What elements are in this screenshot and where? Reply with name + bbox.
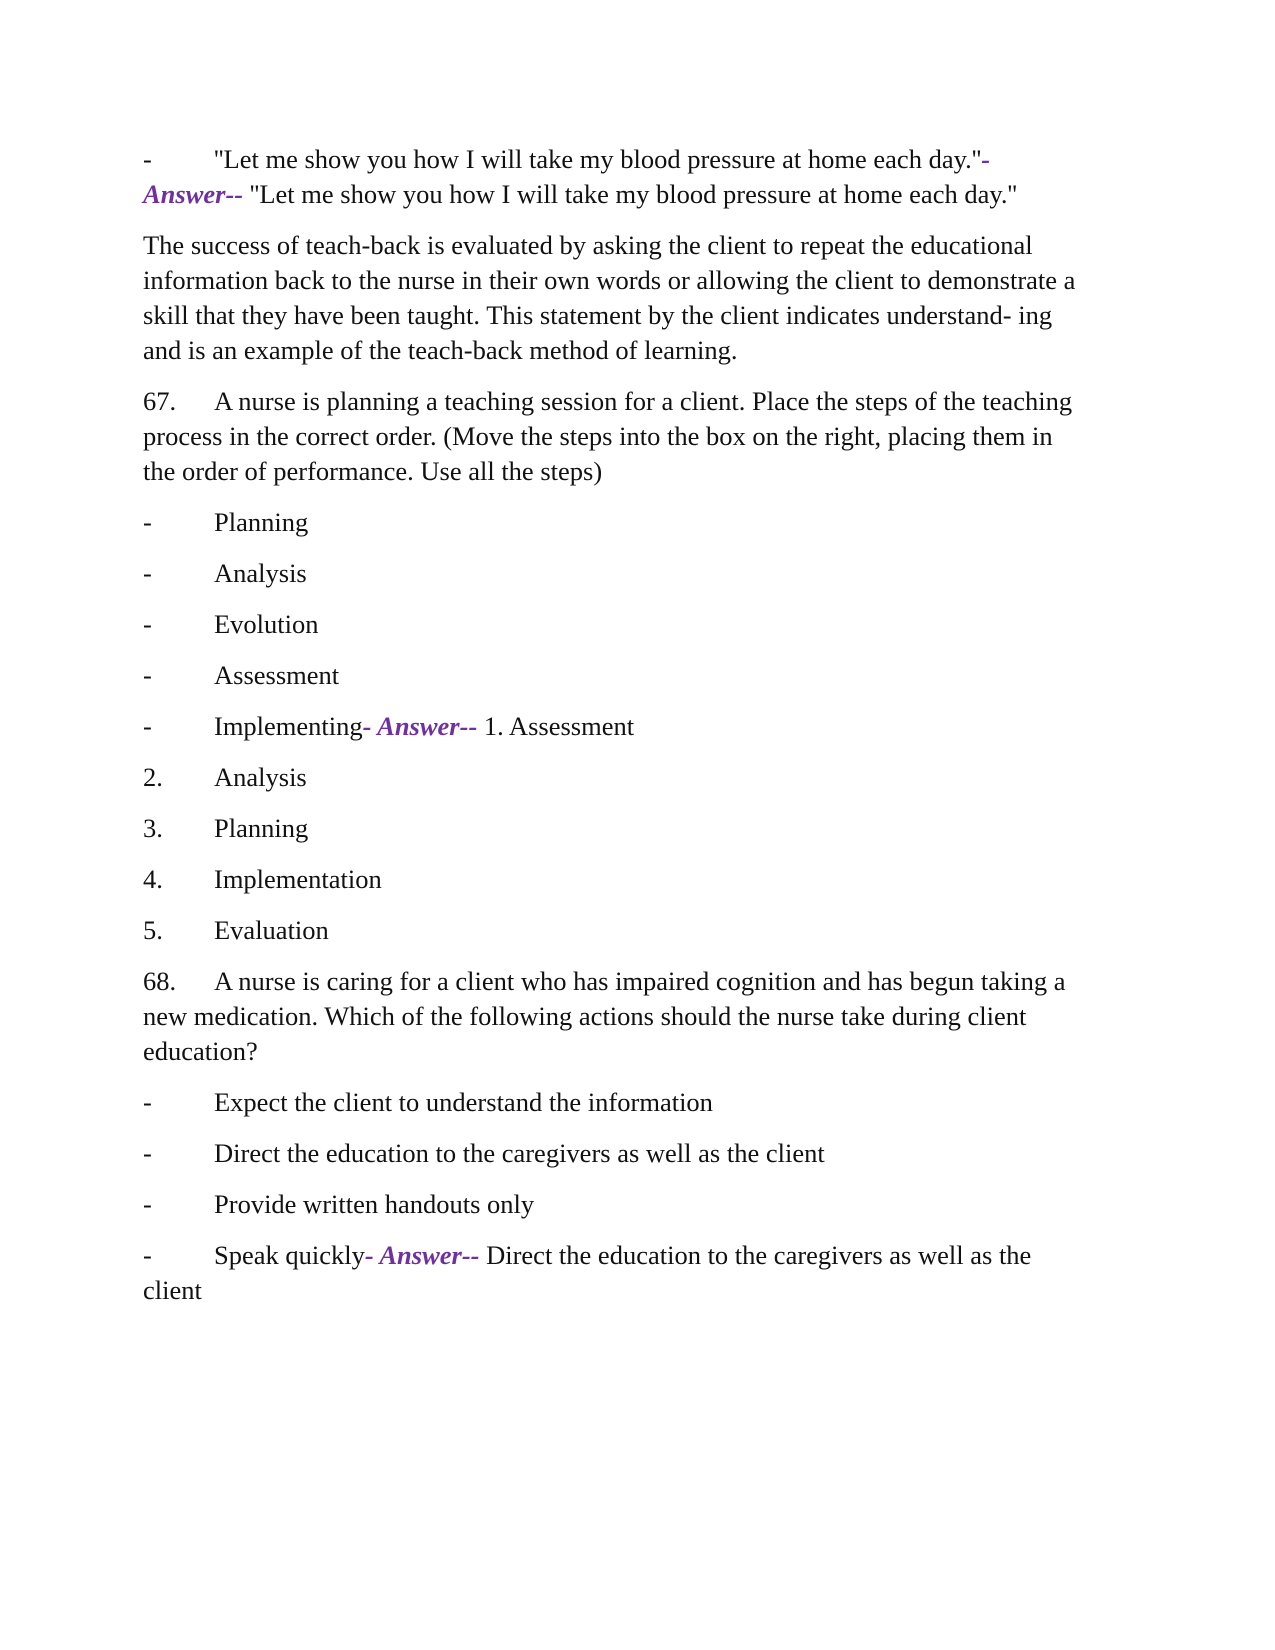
list-marker: - xyxy=(143,1189,152,1219)
item-text: Assessment xyxy=(214,660,340,690)
list-marker: 2. xyxy=(143,762,163,792)
list-marker: 4. xyxy=(143,864,163,894)
item-text: Implementing xyxy=(214,711,363,741)
list-item xyxy=(143,1238,1078,1308)
paragraph xyxy=(143,228,1078,368)
item-text: A nurse is planning a teaching session for a client. Place the steps of the teaching process in the correct order. (Move the steps into the box on the right, placing them in the order of performance. Use all the steps) xyxy=(143,386,1073,486)
item-text: ''Let me show you how I will take my blood pressure at home each day.'' xyxy=(214,144,982,174)
list-marker: - xyxy=(143,711,152,741)
item-text: Implementation xyxy=(214,864,382,894)
list-marker: - xyxy=(143,558,152,588)
list-marker: 68. xyxy=(143,966,177,996)
item-text: Provide written handouts only xyxy=(214,1189,535,1219)
list-item xyxy=(143,658,1078,693)
list-item xyxy=(143,811,1078,846)
list-item xyxy=(143,607,1078,642)
item-text: Planning xyxy=(214,507,309,537)
answer-label: - Answer-- xyxy=(364,1240,480,1270)
list-marker: - xyxy=(143,609,152,639)
answer-text: 1. Assessment xyxy=(483,711,635,741)
list-marker: 67. xyxy=(143,386,177,416)
list-item xyxy=(143,709,1078,744)
answer-text: Direct the education to the caregivers as well as the client xyxy=(143,1240,1032,1305)
list-item xyxy=(143,964,1078,1069)
list-marker: 5. xyxy=(143,915,163,945)
list-marker: - xyxy=(143,1138,152,1168)
list-item xyxy=(143,913,1078,948)
answer-text: ''Let me show you how I will take my blood pressure at home each day.'' xyxy=(249,179,1018,209)
list-item xyxy=(143,505,1078,540)
list-item xyxy=(143,760,1078,795)
list-marker: - xyxy=(143,1240,152,1270)
item-text: Direct the education to the caregivers as well as the client xyxy=(214,1138,825,1168)
item-text: Evolution xyxy=(214,609,319,639)
list-marker: - xyxy=(143,660,152,690)
answer-label: - Answer-- xyxy=(143,144,991,209)
item-text: The success of teach-back is evaluated by asking the client to repeat the educational information back to the nurse in their own words or allowing the client to demonstrate a skill that they have been taught. This statement by the client indicates understand- ing and is an example of the teach-back method of learning. xyxy=(143,230,1076,365)
item-text: Planning xyxy=(214,813,309,843)
list-item xyxy=(143,1136,1078,1171)
item-text: Evaluation xyxy=(214,915,329,945)
list-marker: - xyxy=(143,144,152,174)
item-text: Analysis xyxy=(214,558,307,588)
list-item xyxy=(143,1085,1078,1120)
answer-label: - Answer-- xyxy=(362,711,478,741)
list-item xyxy=(143,384,1078,489)
list-marker: 3. xyxy=(143,813,163,843)
item-text: Analysis xyxy=(214,762,307,792)
list-item xyxy=(143,142,1078,212)
item-text: Expect the client to understand the information xyxy=(214,1087,713,1117)
list-marker: - xyxy=(143,507,152,537)
list-item xyxy=(143,1187,1078,1222)
list-item xyxy=(143,556,1078,591)
item-text: Speak quickly xyxy=(214,1240,365,1270)
item-text: A nurse is caring for a client who has impaired cognition and has begun taking a new medication. Which of the following actions should the nurse take during client education? xyxy=(143,966,1066,1066)
list-marker: - xyxy=(143,1087,152,1117)
list-item xyxy=(143,862,1078,897)
document-page xyxy=(143,142,1078,1324)
